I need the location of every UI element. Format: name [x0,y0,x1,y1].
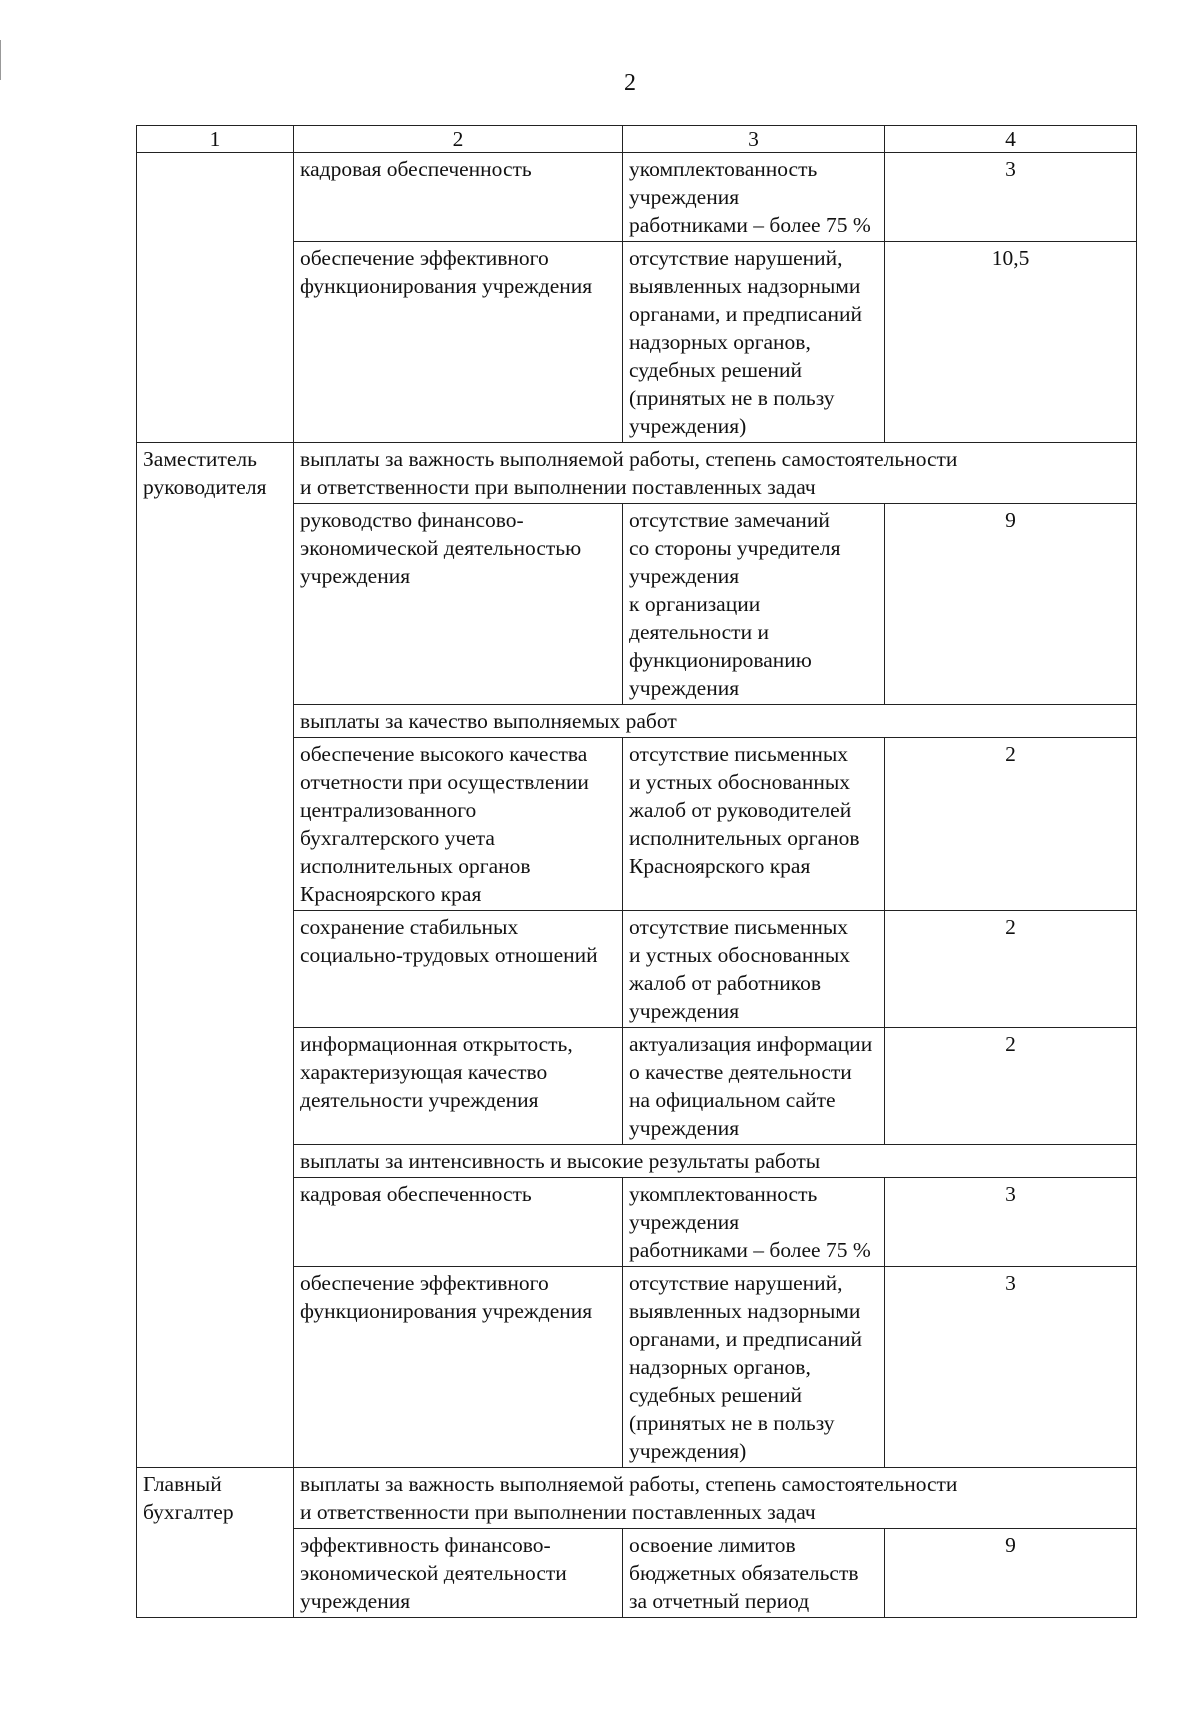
position-cell-empty [137,242,294,443]
payment-group-label: выплаты за важность выполняемой работы, степень самостоятельности и ответственности при выполнении поставленных задач [294,1468,1137,1529]
payment-group-label: выплаты за качество выполняемых работ [294,705,1137,738]
header-col-3: 3 [623,126,885,153]
condition-cell: отсутствие письменных и устных обоснованных жалоб от руководителей исполнительных органов Красноярского края [623,738,885,911]
group-row [137,1145,1137,1178]
payment-group-label: выплаты за интенсивность и высокие результаты работы [294,1145,1137,1178]
position-cell-empty [137,911,294,1028]
criterion-cell: обеспечение высокого качества отчетности при осуществлении централизованного бухгалтерского учета исполнительных органов Красноярского края [294,738,623,911]
position-cell-empty [137,504,294,705]
points-cell: 10,5 [885,242,1137,443]
points-cell: 2 [885,911,1137,1028]
position-cell-empty [137,1028,294,1145]
position-cell-deputy: Заместитель руководителя [137,443,294,504]
condition-cell: укомплектованность учреждения работниками – более 75 % [623,153,885,242]
table-row [137,1028,1137,1145]
position-cell-empty [137,1178,294,1267]
points-cell: 2 [885,738,1137,911]
condition-cell: отсутствие замечаний со стороны учредителя учреждения к организации деятельности и функционированию учреждения [623,504,885,705]
points-cell: 3 [885,1267,1137,1468]
group-row [137,705,1137,738]
header-col-4: 4 [885,126,1137,153]
table-row [137,153,1137,242]
criterion-cell: обеспечение эффективного функционирования учреждения [294,1267,623,1468]
position-cell-chief-accountant: Главный бухгалтер [137,1468,294,1529]
header-col-1: 1 [137,126,294,153]
table-row [137,1529,1137,1618]
payment-group-label: выплаты за важность выполняемой работы, степень самостоятельности и ответственности при выполнении поставленных задач [294,443,1137,504]
group-row [137,443,1137,504]
condition-cell: отсутствие нарушений, выявленных надзорными органами, и предписаний надзорных органов, судебных решений (принятых не в пользу учреждения) [623,1267,885,1468]
criterion-cell: обеспечение эффективного функционирования учреждения [294,242,623,443]
condition-cell: отсутствие письменных и устных обоснованных жалоб от работников учреждения [623,911,885,1028]
table-row [137,504,1137,705]
condition-cell: освоение лимитов бюджетных обязательств за отчетный период [623,1529,885,1618]
table-row [137,738,1137,911]
points-cell: 3 [885,1178,1137,1267]
position-cell-empty [137,705,294,738]
table-row [137,1267,1137,1468]
position-cell-empty [137,1529,294,1618]
criteria-table [136,125,1137,1618]
criterion-cell: сохранение стабильных социально-трудовых отношений [294,911,623,1028]
header-col-2: 2 [294,126,623,153]
position-cell-empty [137,738,294,911]
criterion-cell: эффективность финансово- экономической деятельности учреждения [294,1529,623,1618]
points-cell: 9 [885,504,1137,705]
table-row [137,242,1137,443]
criterion-cell: информационная открытость, характеризующая качество деятельности учреждения [294,1028,623,1145]
criterion-cell: кадровая обеспеченность [294,153,623,242]
table-row [137,1178,1137,1267]
condition-cell: укомплектованность учреждения работниками – более 75 % [623,1178,885,1267]
criterion-cell: кадровая обеспеченность [294,1178,623,1267]
group-row [137,1468,1137,1529]
points-cell: 2 [885,1028,1137,1145]
condition-cell: отсутствие нарушений, выявленных надзорными органами, и предписаний надзорных органов, судебных решений (принятых не в пользу учреждения) [623,242,885,443]
points-cell: 3 [885,153,1137,242]
points-cell: 9 [885,1529,1137,1618]
position-cell-empty [137,153,294,242]
table-header-row [137,126,1137,153]
position-cell-empty [137,1267,294,1468]
criterion-cell: руководство финансово- экономической деятельностью учреждения [294,504,623,705]
position-cell-empty [137,1145,294,1178]
condition-cell: актуализация информации о качестве деятельности на официальном сайте учреждения [623,1028,885,1145]
page-number: 2 [624,70,636,96]
table-row [137,911,1137,1028]
